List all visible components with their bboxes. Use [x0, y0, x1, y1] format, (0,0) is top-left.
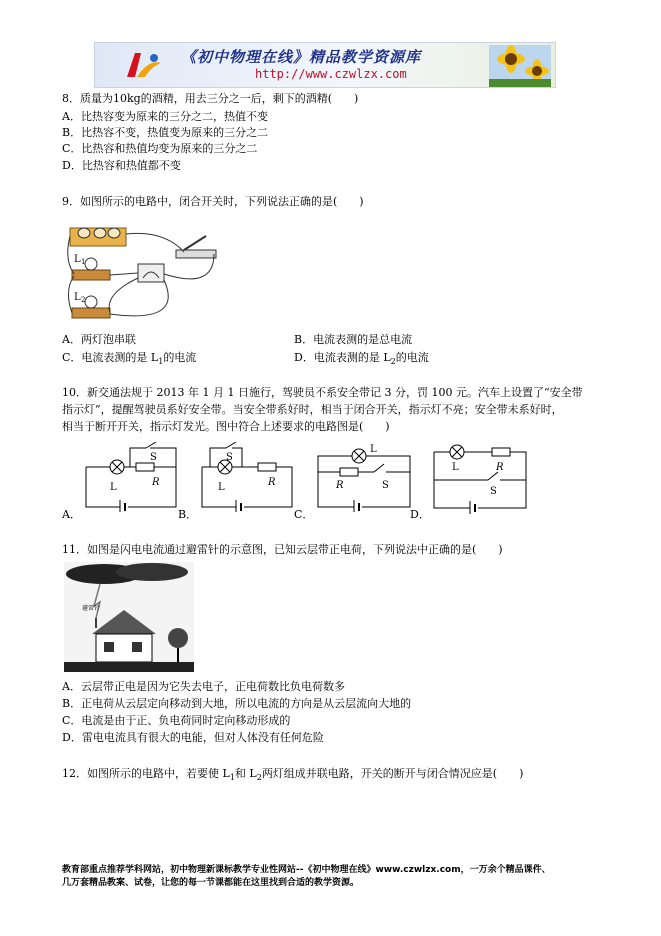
q11-fig-label: 避雷针: [82, 605, 101, 612]
q10-c-label-r: R: [336, 480, 344, 491]
q10-d-label-l: L: [452, 462, 459, 473]
q9-option-d-sub: 2: [390, 357, 396, 367]
q10-choice-d: D．: [410, 508, 430, 521]
q10-choice-b: B．: [178, 508, 198, 521]
q9-option-a: A．两灯泡串联: [62, 333, 136, 346]
q9-option-d: [294, 351, 429, 369]
q10-a-label-s: S: [150, 452, 157, 463]
footer-line-1: 教育部重点推荐学科网站，初中物理新课标教学专业性网站--《初中物理在线》www.czwlzx.com，一万余个精品课件、: [62, 865, 551, 875]
q9-option-d-tail: 的电流: [395, 351, 429, 364]
q9-option-b: B．电流表测的是总电流: [294, 333, 413, 346]
q10-b-label-r: R: [268, 477, 276, 488]
q10-circuit-d: [430, 440, 530, 514]
q8-stem: 8．质量为10kg的酒精，用去三分之一后，剩下的酒精( ): [62, 92, 359, 105]
banner-url[interactable]: http://www.czwlzx.com: [255, 67, 407, 81]
q10-c-label-s: S: [382, 480, 389, 491]
q9-fig-label-l2-sub: 2: [81, 296, 86, 304]
q9-option-c-tail: 的电流: [163, 351, 197, 364]
q11-option-a: A．云层带正电是因为它失去电子，正电荷数比负电荷数多: [62, 680, 345, 693]
q10-choice-c: C．: [294, 508, 314, 521]
q11-option-b: B．正电荷从云层定向移动到大地，所以电流的方向是从云层流向大地的: [62, 697, 412, 710]
q11-option-c: C．电流是由于正、负电荷同时定向移动形成的: [62, 714, 291, 727]
header-banner: [94, 42, 556, 88]
q9-fig-label-l2: L: [74, 292, 81, 303]
q12-stem-sub-2: 2: [256, 773, 262, 783]
q10-choice-a: A．: [62, 508, 81, 521]
q8-option-b: B．比热容不变，热值变为原来的三分之二: [62, 126, 269, 139]
q12-stem-sub-1: 1: [229, 773, 235, 783]
q10-circuit-c: [314, 442, 414, 512]
q10-circuit-a: [80, 442, 180, 512]
q10-d-label-r: R: [496, 462, 504, 473]
banner-title: 《初中物理在线》精品教学资源库: [181, 48, 422, 66]
sunflower-icon: [489, 45, 551, 87]
q8-option-a: A．比热容变为原来的三分之二，热值不变: [62, 110, 268, 123]
footer-line-2: 几万套精品教案、试卷，让您的每一节课都能在这里找到合适的教学资源。: [62, 878, 360, 888]
q10-line-2: 指示灯”，提醒驾驶员系好安全带。当安全带系好时，相当于闭合开关，指示灯不亮；安全带未系好时，: [62, 403, 563, 416]
q9-fig-label-l1-sub: 1: [81, 258, 86, 266]
q12-stem-mid: 和 L: [234, 767, 257, 780]
q10-d-label-s: S: [490, 486, 497, 497]
q10-c-label-l: L: [370, 444, 377, 455]
q8-option-c: C．比热容和热值均变为原来的三分之二: [62, 142, 258, 155]
q9-fig-label-l1: L: [74, 254, 81, 265]
q11-lightning-figure: [64, 562, 194, 672]
q9-option-c-sub: 1: [158, 357, 164, 367]
q12-stem: [62, 767, 523, 785]
logo-icon: [121, 49, 165, 81]
q11-option-d: D．雷电电流具有很大的电能，但对人体没有任何危险: [62, 731, 324, 744]
q10-a-label-r: R: [152, 477, 160, 488]
q10-a-label-l: L: [110, 482, 117, 493]
q9-stem: 9．如图所示的电路中，闭合开关时，下列说法正确的是( ): [62, 195, 364, 208]
q12-stem-pre: 12．如图所示的电路中，若要使 L: [62, 767, 230, 780]
q9-circuit-figure: [64, 220, 224, 328]
q10-line-3: 相当于断开开关，指示灯发光。图中符合上述要求的电路图是( ): [62, 420, 390, 433]
q10-line-1: 10．新交通法规于 2013 年 1 月 1 日施行，驾驶员不系安全带记 3 分，罚 100 元。汽车上设置了“安全带: [62, 386, 583, 399]
q8-option-d: D．比热容和热值都不变: [62, 159, 181, 172]
q10-b-label-l: L: [218, 482, 225, 493]
q9-option-c-text: C．电流表测的是 L: [62, 351, 159, 364]
q11-stem: 11．如图是闪电电流通过避雷针的示意图，已知云层带正电荷，下列说法中正确的是( ): [62, 543, 503, 556]
q12-stem-post: 两灯组成并联电路，开关的断开与闭合情况应是( ): [261, 767, 524, 780]
q10-circuit-b: [196, 442, 296, 512]
q9-option-d-text: D．电流表测的是 L: [294, 351, 391, 364]
q10-b-label-s: S: [226, 452, 233, 463]
q9-option-c: [62, 351, 196, 369]
